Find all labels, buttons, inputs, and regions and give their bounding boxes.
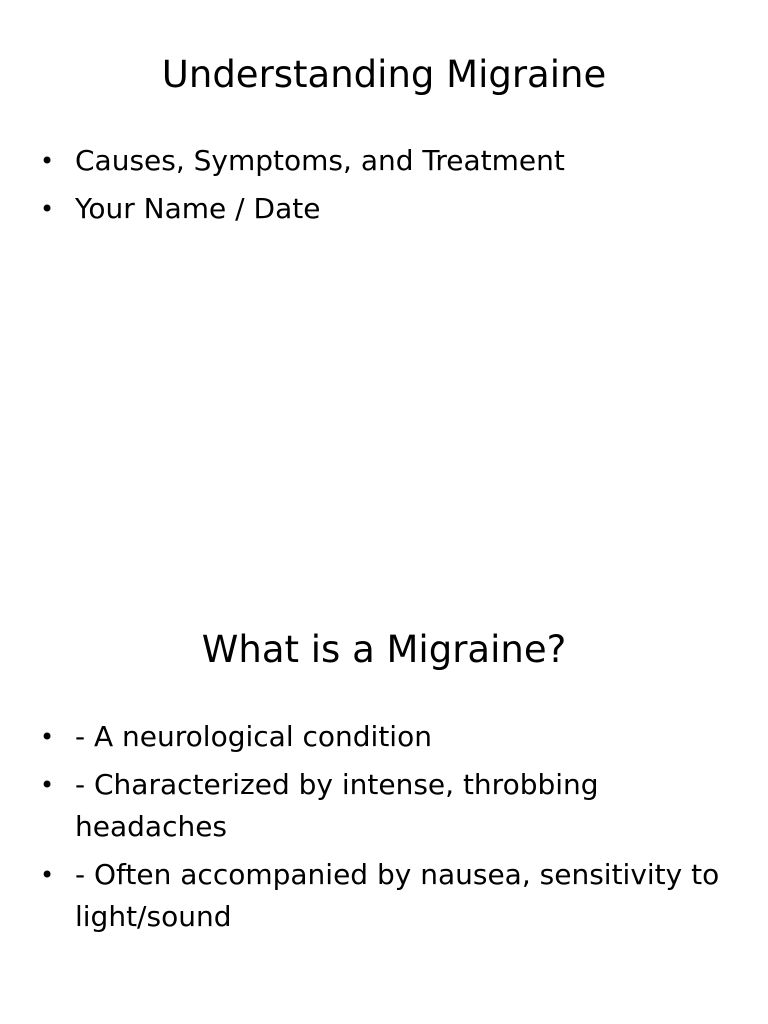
- bullet-text: - Characterized by intense, throbbing headaches: [75, 768, 599, 843]
- bullet-icon: •: [40, 861, 55, 889]
- list-item: [38, 140, 728, 182]
- slide-2: [0, 576, 768, 1024]
- bullet-text: Causes, Symptoms, and Treatment: [75, 144, 565, 177]
- list-item: [38, 188, 728, 230]
- bullet-icon: •: [40, 723, 55, 751]
- slide-title: What is a Migraine?: [201, 628, 567, 671]
- bullet-text: Your Name / Date: [75, 192, 321, 225]
- bullet-icon: •: [40, 147, 55, 175]
- bullet-icon: •: [40, 195, 55, 223]
- list-item: [38, 764, 728, 848]
- bullet-text: - A neurological condition: [75, 720, 432, 753]
- list-item: [38, 716, 728, 758]
- bullet-icon: •: [40, 771, 55, 799]
- bullet-list: [38, 140, 728, 236]
- list-item: [38, 854, 728, 938]
- bullet-list: [38, 716, 728, 944]
- slide-title: Understanding Migraine: [161, 53, 607, 96]
- bullet-text: - Often accompanied by nausea, sensitivity to light/sound: [75, 858, 720, 933]
